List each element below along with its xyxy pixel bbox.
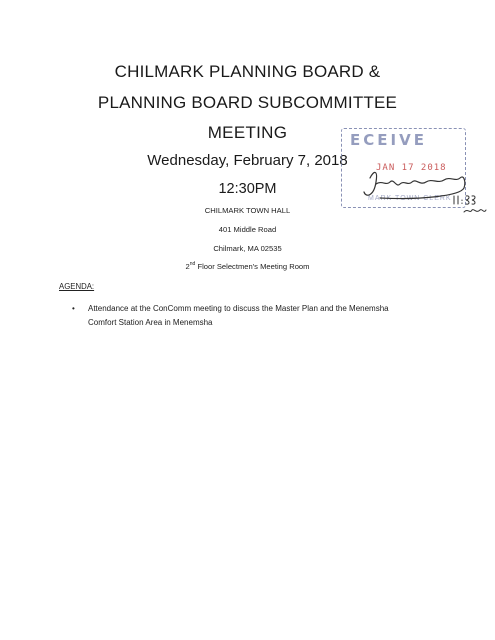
room-number: 2	[185, 262, 190, 271]
stamp-date: JAN 17 2018	[376, 163, 447, 173]
stamp-town-clerk: MARK TOWN CLERK	[368, 195, 452, 202]
location-hall: CHILMARK TOWN HALL	[204, 206, 291, 215]
agenda-item	[72, 302, 402, 330]
bullet-icon: •	[72, 304, 75, 313]
meeting-time: 12:30PM	[218, 181, 277, 197]
handwritten-time-note	[450, 190, 490, 218]
agenda-label: AGENDA:	[59, 282, 95, 291]
stamp-received-text: ECEIVE	[350, 131, 427, 149]
meeting-date: Wednesday, February 7, 2018	[147, 152, 348, 169]
location-room	[0, 262, 495, 271]
agenda-item-text: Attendance at the ConComm meeting to discuss the Master Plan and the Menemsha Comfort Station Area in Menemsha	[88, 304, 389, 327]
title-line-1: CHILMARK PLANNING BOARD &	[114, 62, 381, 81]
location-street: 401 Middle Road	[218, 225, 277, 234]
room-ordinal: nd	[189, 261, 196, 267]
title-line-2: PLANNING BOARD SUBCOMMITTEE	[97, 93, 398, 112]
room-name: Floor Selectmen's Meeting Room	[195, 262, 310, 271]
location-city: Chilmark, MA 02535	[213, 244, 282, 253]
title-line-3: MEETING	[207, 123, 288, 142]
